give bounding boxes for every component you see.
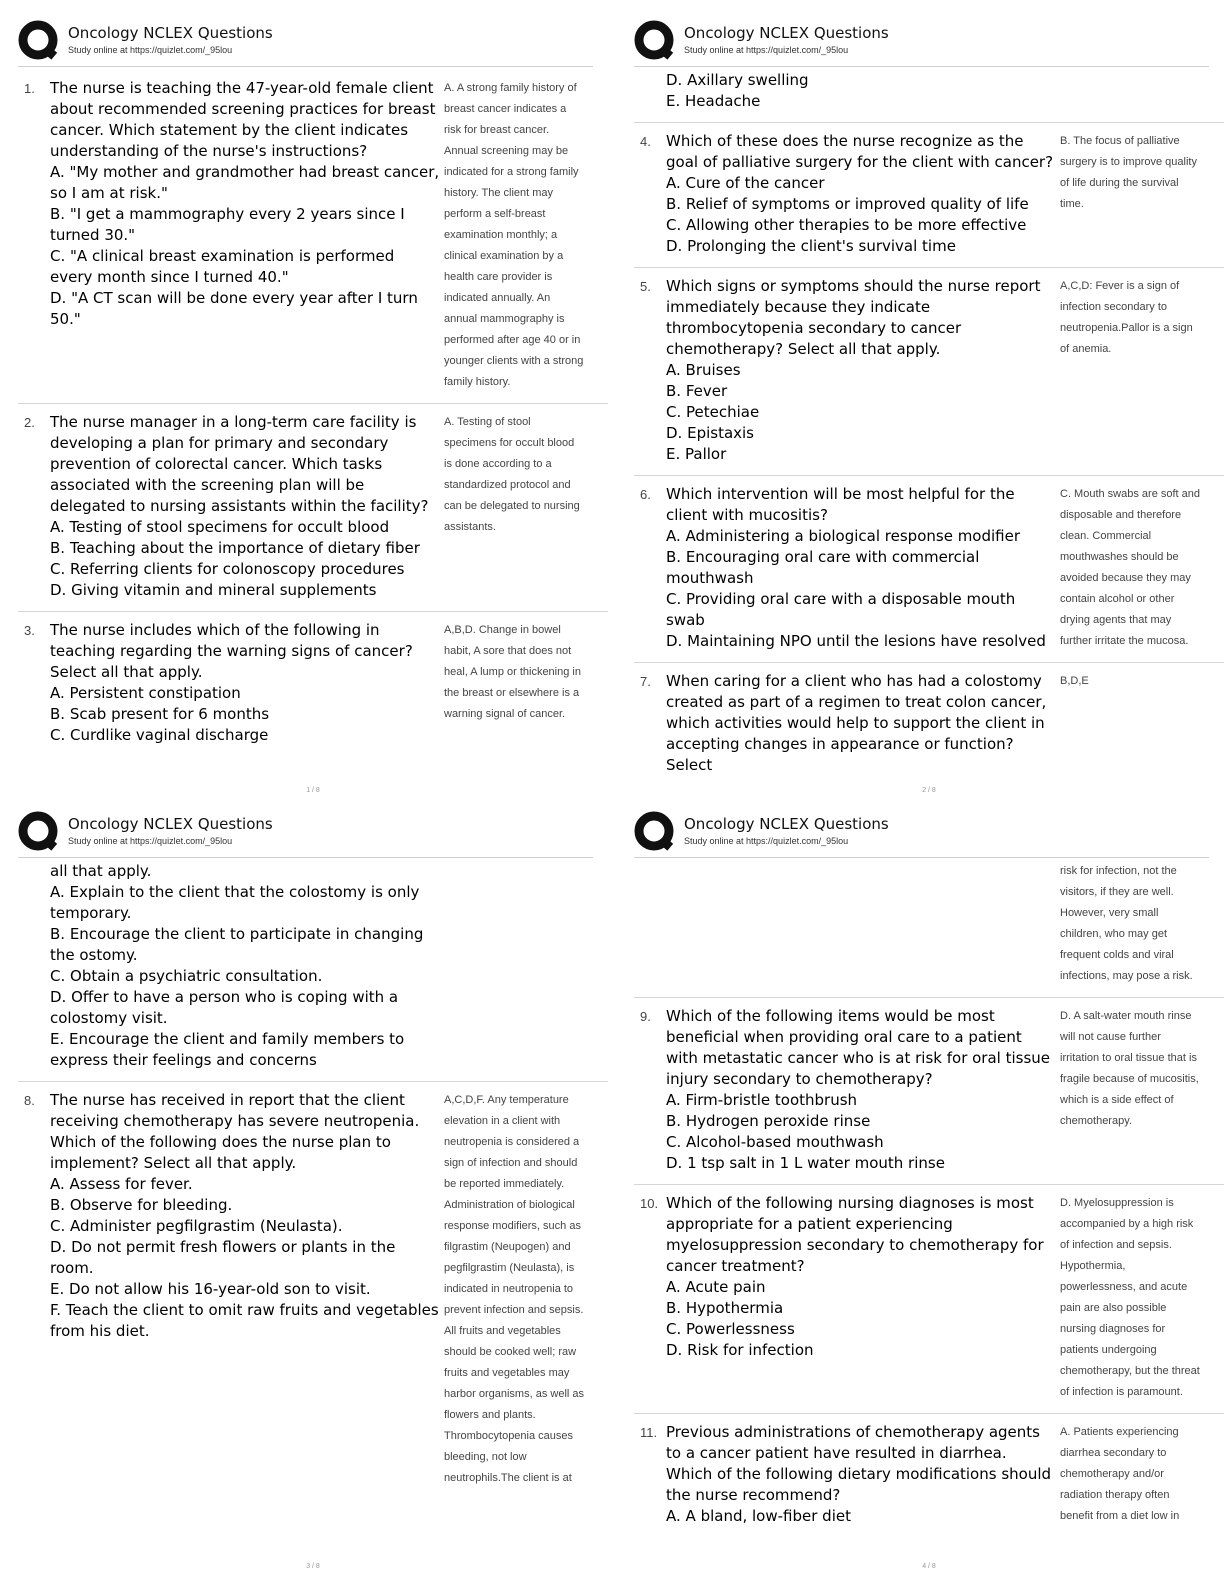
- question-text: Previous administrations of chemotherapy agents to a cancer patient have resulted in diarrhea. Which of the following dietary modifications should the nurse recommend?: [666, 1423, 1052, 1504]
- question-item-continued: [634, 861, 1224, 998]
- header-subtitle[interactable]: Study online at https://quizlet.com/_95lou: [684, 45, 849, 55]
- question-number: 2.: [24, 415, 35, 430]
- answer-explanation: A. Testing of stool specimens for occult blood is done according to a standardized protocol and can be delegated to nursing assistants.: [444, 416, 580, 533]
- answer-explanation: B. The focus of palliative surgery is to improve quality of life during the survival time.: [1060, 135, 1197, 210]
- question-text: The nurse includes which of the following in teaching regarding the warning signs of cancer? Select all that apply.: [50, 621, 413, 681]
- answer-option: A. Cure of the cancer: [666, 174, 825, 192]
- answer-option: A. Acute pain: [666, 1278, 766, 1296]
- question-number: [634, 70, 666, 112]
- answer-explanation: B,D,E: [1060, 675, 1089, 687]
- answer-option: F. Teach the client to omit raw fruits and vegetables from his diet.: [50, 1301, 439, 1340]
- page-header: [18, 811, 608, 861]
- answer-option: E. Pallor: [666, 445, 727, 463]
- answer-option: C. Petechiae: [666, 403, 760, 421]
- question-number: 8.: [24, 1093, 35, 1108]
- question-text: The nurse manager in a long-term care facility is developing a plan for primary and secondary prevention of colorectal cancer. Which tasks associated with the screening plan will be delegated to nursing assistants within the facility?: [50, 413, 429, 515]
- question-number: [18, 861, 50, 1071]
- question-text: When caring for a client who has had a colostomy created as part of a regimen to treat colon cancer, which activities would help to support the client in accepting changes in appearance or function? Select: [666, 672, 1047, 774]
- answer-option: C. Providing oral care with a disposable mouth swab: [666, 590, 1016, 629]
- answer-option: B. Scab present for 6 months: [50, 705, 270, 723]
- answer-option: B. "I get a mammography every 2 years since I turned 30.": [50, 205, 405, 244]
- question-item-continued: [18, 861, 608, 1082]
- document-page-4: [634, 811, 1224, 1576]
- header-divider: [634, 857, 1209, 858]
- page-number: 3 / 8: [306, 1563, 320, 1570]
- answer-explanation: A,B,D. Change in bowel habit, A sore that does not heal, A lump or thickening in the breast or elsewhere is a warning signal of cancer.: [444, 624, 581, 720]
- answer-option: D. Offer to have a person who is coping with a colostomy visit.: [50, 988, 399, 1027]
- answer-option: B. Teaching about the importance of dietary fiber: [50, 539, 420, 557]
- answer-option: E. Encourage the client and family members to express their feelings and concerns: [50, 1030, 405, 1069]
- answer-option: D. Risk for infection: [666, 1341, 814, 1359]
- question-list: [18, 70, 608, 756]
- question-list: [634, 70, 1224, 786]
- document-page-1: [18, 20, 608, 800]
- page-header: [634, 20, 1224, 70]
- answer-option: C. Alcohol-based mouthwash: [666, 1133, 884, 1151]
- answer-option: A. A bland, low-fiber diet: [666, 1507, 851, 1525]
- answer-explanation: A,C,D,F. Any temperature elevation in a client with neutropenia is considered a sign of infection and should be reported immediately. Administration of biological response modifiers, such as filgrastim (Neupogen) and pegfilgrastim (Neulasta), is indicated in neutropenia to prevent infection and sepsis. All fruits and vegetables should be cooked well; raw fruits and vegetables may harbor organisms, as well as flowers and plants. Thrombocytopenia causes bleeding, not low neutrophils.The client is at: [444, 1094, 585, 1484]
- header-divider: [18, 66, 593, 67]
- answer-explanation: risk for infection, not the visitors, if they are well. However, very small children, who may get frequent colds and viral infections, may pose a risk.: [1060, 865, 1193, 982]
- answer-option: B. Fever: [666, 382, 728, 400]
- answer-option: E. Headache: [666, 92, 761, 110]
- question-text: Which of these does the nurse recognize as the goal of palliative surgery for the client with cancer?: [666, 132, 1054, 171]
- answer-option: B. Hypothermia: [666, 1299, 784, 1317]
- header-title: Oncology NCLEX Questions: [68, 815, 273, 833]
- answer-option: D. "A CT scan will be done every year after I turn 50.": [50, 289, 418, 328]
- answer-option: D. Axillary swelling: [666, 71, 809, 89]
- question-number: 10.: [640, 1196, 659, 1211]
- answer-option: B. Hydrogen peroxide rinse: [666, 1112, 871, 1130]
- page-number: 4 / 8: [922, 1563, 936, 1570]
- header-subtitle[interactable]: Study online at https://quizlet.com/_95lou: [68, 836, 233, 846]
- question-number: 6.: [640, 487, 651, 502]
- page-header: [634, 811, 1224, 861]
- header-subtitle[interactable]: Study online at https://quizlet.com/_95lou: [684, 836, 849, 846]
- answer-explanation: D. A salt-water mouth rinse will not cause further irritation to oral tissue that is fragile because of mucositis, which is a side effect of chemotherapy.: [1060, 1010, 1199, 1127]
- answer-option: C. Obtain a psychiatric consultation.: [50, 967, 323, 985]
- answer-option: C. Curdlike vaginal discharge: [50, 726, 269, 744]
- answer-option: C. Administer pegfilgrastim (Neulasta).: [50, 1217, 343, 1235]
- answer-option: C. Allowing other therapies to be more effective: [666, 216, 1027, 234]
- answer-option: D. 1 tsp salt in 1 L water mouth rinse: [666, 1154, 945, 1172]
- quizlet-logo-icon: [18, 811, 60, 853]
- quizlet-logo-icon: [18, 20, 60, 62]
- header-title: Oncology NCLEX Questions: [684, 815, 889, 833]
- answer-option: D. Maintaining NPO until the lesions have resolved: [666, 632, 1046, 650]
- answer-explanation: C. Mouth swabs are soft and disposable and therefore clean. Commercial mouthwashes should be avoided because they may contain alcohol or other drying agents that may further irritate the mucosa.: [1060, 488, 1201, 647]
- answer-option: A. "My mother and grandmother had breast cancer, so I am at risk.": [50, 163, 440, 202]
- answer-option: D. Do not permit fresh flowers or plants in the room.: [50, 1238, 396, 1277]
- header-divider: [634, 66, 1209, 67]
- answer-explanation: A,C,D: Fever is a sign of infection secondary to neutropenia.Pallor is a sign of anemia.: [1060, 280, 1193, 355]
- question-number: 3.: [24, 623, 35, 638]
- question-item: [18, 612, 608, 756]
- question-text: Which intervention will be most helpful for the client with mucositis?: [666, 485, 1015, 524]
- question-text: Which signs or symptoms should the nurse report immediately because they indicate thrombocytopenia secondary to cancer chemotherapy? Select all that apply.: [666, 277, 1041, 358]
- question-number: [634, 861, 666, 987]
- question-item: [634, 1185, 1224, 1414]
- header-divider: [18, 857, 593, 858]
- answer-option: A. Persistent constipation: [50, 684, 241, 702]
- answer-explanation: [440, 861, 584, 1071]
- answer-explanation: A. Patients experiencing diarrhea secondary to chemotherapy and/or radiation therapy often benefit from a diet low in: [1060, 1426, 1180, 1522]
- question-list: [18, 861, 608, 1499]
- question-number: 5.: [640, 279, 651, 294]
- question-number: 4.: [640, 134, 651, 149]
- question-text: The nurse has received in report that the client receiving chemotherapy has severe neutropenia. Which of the following does the nurse plan to implement? Select all that apply.: [50, 1091, 420, 1172]
- question-item: [18, 404, 608, 612]
- quizlet-logo-icon: [634, 20, 676, 62]
- question-number: 1.: [24, 81, 35, 96]
- question-item: [634, 476, 1224, 663]
- question-item: [634, 123, 1224, 268]
- answer-option: B. Relief of symptoms or improved quality of life: [666, 195, 1029, 213]
- question-item: [634, 268, 1224, 476]
- answer-option: C. "A clinical breast examination is performed every month since I turned 40.": [50, 247, 395, 286]
- header-title: Oncology NCLEX Questions: [684, 24, 889, 42]
- answer-option: D. Giving vitamin and mineral supplements: [50, 581, 377, 599]
- page-number: 2 / 8: [922, 787, 936, 794]
- question-list: [634, 861, 1224, 1537]
- header-subtitle[interactable]: Study online at https://quizlet.com/_95lou: [68, 45, 233, 55]
- question-text: Which of the following nursing diagnoses is most appropriate for a patient experiencing myelosuppression secondary to chemotherapy for cancer treatment?: [666, 1194, 1044, 1275]
- question-item: [634, 1414, 1224, 1537]
- answer-option: B. Encouraging oral care with commercial mouthwash: [666, 548, 980, 587]
- page-header: [18, 20, 608, 70]
- answer-explanation: A. A strong family history of breast cancer indicates a risk for breast cancer. Annual screening may be indicated for a strong family history. The client may perform a self-breast examination monthly; a clinical examination by a health care provider is indicated annually. An annual mammography is performed after age 40 or in younger clients with a strong family history.: [444, 82, 584, 388]
- question-text: Which of the following items would be most beneficial when providing oral care to a patient with metastatic cancer who is at risk for oral tissue injury secondary to chemotherapy?: [666, 1007, 1051, 1088]
- question-text: all that apply.: [50, 862, 152, 880]
- answer-option: C. Powerlessness: [666, 1320, 795, 1338]
- page-number: 1 / 8: [306, 787, 320, 794]
- answer-option: B. Observe for bleeding.: [50, 1196, 233, 1214]
- question-text: [666, 861, 1056, 987]
- quizlet-logo-icon: [634, 811, 676, 853]
- question-number: 7.: [640, 674, 651, 689]
- answer-explanation: [1056, 70, 1200, 112]
- answer-option: A. Testing of stool specimens for occult blood: [50, 518, 390, 536]
- document-page-3: [18, 811, 608, 1576]
- answer-option: D. Prolonging the client's survival time: [666, 237, 956, 255]
- question-item-continued: [634, 70, 1224, 123]
- answer-option: D. Epistaxis: [666, 424, 755, 442]
- answer-option: C. Referring clients for colonoscopy procedures: [50, 560, 405, 578]
- answer-option: B. Encourage the client to participate in changing the ostomy.: [50, 925, 424, 964]
- answer-option: E. Do not allow his 16-year-old son to visit.: [50, 1280, 371, 1298]
- header-title: Oncology NCLEX Questions: [68, 24, 273, 42]
- answer-option: A. Explain to the client that the colostomy is only temporary.: [50, 883, 420, 922]
- answer-option: A. Assess for fever.: [50, 1175, 193, 1193]
- question-item: [18, 1082, 608, 1499]
- question-item: [634, 663, 1224, 786]
- answer-option: A. Bruises: [666, 361, 741, 379]
- answer-option: A. Firm-bristle toothbrush: [666, 1091, 858, 1109]
- question-text: The nurse is teaching the 47-year-old female client about recommended screening practices for breast cancer. Which statement by the client indicates understanding of the nurse's instructions?: [50, 79, 436, 160]
- question-item: [18, 70, 608, 404]
- answer-explanation: D. Myelosuppression is accompanied by a high risk of infection and sepsis. Hypothermia, powerlessness, and acute pain are also possible nursing diagnoses for patients undergoing chemotherapy, but the threat of infection is paramount.: [1060, 1197, 1200, 1398]
- question-number: 9.: [640, 1009, 651, 1024]
- answer-option: A. Administering a biological response modifier: [666, 527, 1021, 545]
- document-page-2: [634, 20, 1224, 800]
- question-item: [634, 998, 1224, 1185]
- question-number: 11.: [640, 1425, 658, 1440]
